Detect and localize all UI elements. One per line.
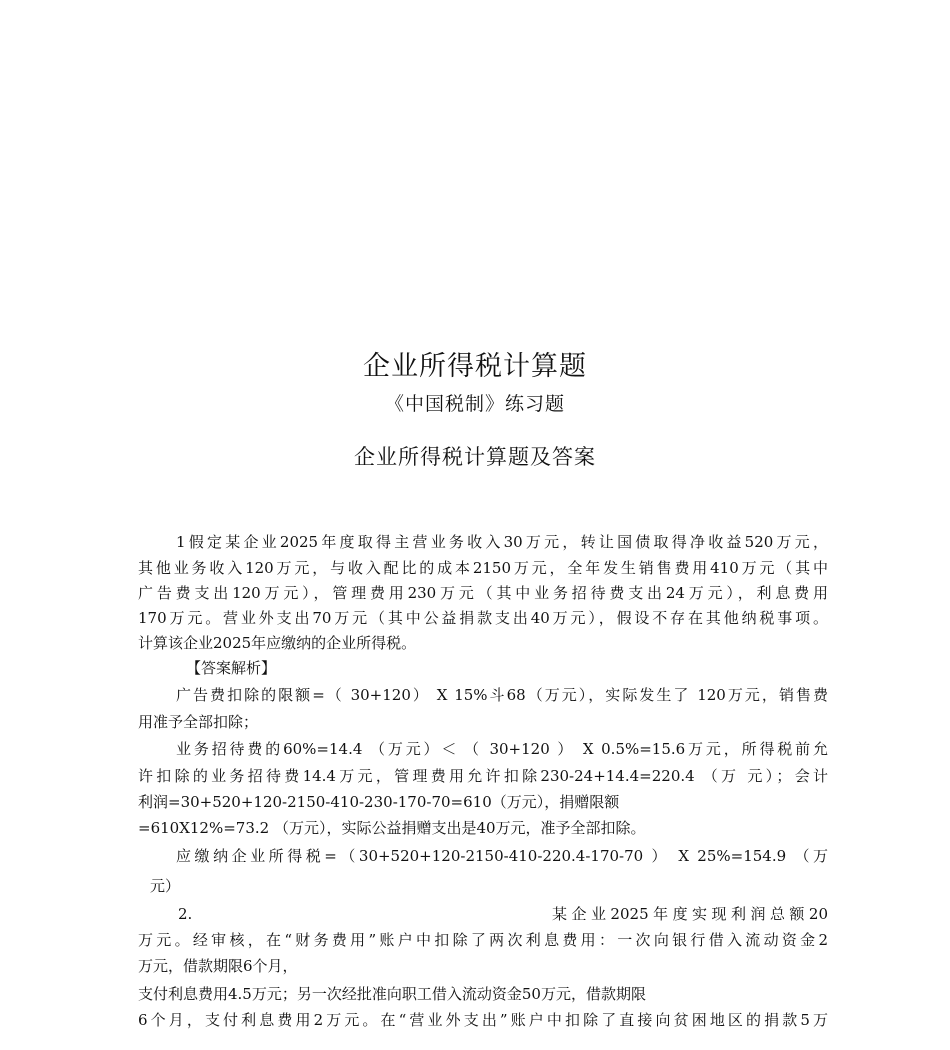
document-subtitle: 《中国税制》练习题 — [384, 393, 565, 415]
paragraph-line: 6个月，支付利息费用2万元。在“营业外支出”账户中扣除了直接向贫困地区的捐款5万 — [138, 1011, 828, 1029]
paragraph-line: 某企业2025年度实现利润总额20 — [552, 905, 828, 923]
paragraph-line: 支付利息费用4.5万元；另一次经批准向职工借入流动资金50万元，借款期限 — [138, 985, 646, 1003]
paragraph-line: 万元。经审核，在“财务费用”账户中扣除了两次利息费用：一次向银行借入流动资金2 — [138, 931, 828, 949]
paragraph-line: 广告费支出120万元），管理费用230万元（其中业务招待费支出24万元），利息费用 — [138, 584, 828, 602]
answer-heading: 【答案解析】 — [186, 659, 277, 677]
section-title: 企业所得税计算题及答案 — [354, 445, 596, 469]
paragraph-line: 其他业务收入120万元，与收入配比的成本2150万元，全年发生销售费用410万元（其中 — [138, 559, 828, 577]
paragraph-line: 计算该企业2025年应缴纳的企业所得税。 — [138, 634, 417, 652]
paragraph-line: 万元，借款期限6个月， — [138, 957, 298, 975]
paragraph-line: 许扣除的业务招待费14.4万元，管理费用允许扣除230-24+14.4=220.4 （万 元）；会计 — [138, 767, 828, 785]
paragraph-line: 应缴纳企业所得税=（30+520+120-2150-410-220.4-170-70 ） X 25%=154.9 （万 — [176, 847, 828, 865]
paragraph-line: 1假定某企业2025年度取得主营业务收入30万元，转让国债取得净收益520万元， — [176, 533, 828, 551]
paragraph-line: 170万元。营业外支出70万元（其中公益捐款支出40万元），假设不存在其他纳税事项。 — [138, 609, 828, 627]
paragraph-line: =610X12%=73.2 （万元），实际公益捐赠支出是40万元，准予全部扣除。 — [138, 819, 646, 837]
paragraph-line: 元） — [150, 877, 181, 895]
paragraph-line: 利润=30+520+120-2150-410-230-170-70=610（万元），捐赠限额 — [138, 793, 620, 811]
paragraph-line: 广告费扣除的限额=（ 30+120） X 15%斗68（万元），实际发生了 120万元，销售费 — [176, 686, 828, 704]
paragraph-line: 用准予全部扣除； — [138, 713, 259, 731]
document-title: 企业所得税计算题 — [363, 351, 587, 382]
paragraph-line: 业务招待费的60%=14.4 （万元）＜ （ 30+120 ） X 0.5%=15.6万元，所得税前允 — [176, 740, 828, 758]
question-number: 2. — [178, 905, 193, 923]
